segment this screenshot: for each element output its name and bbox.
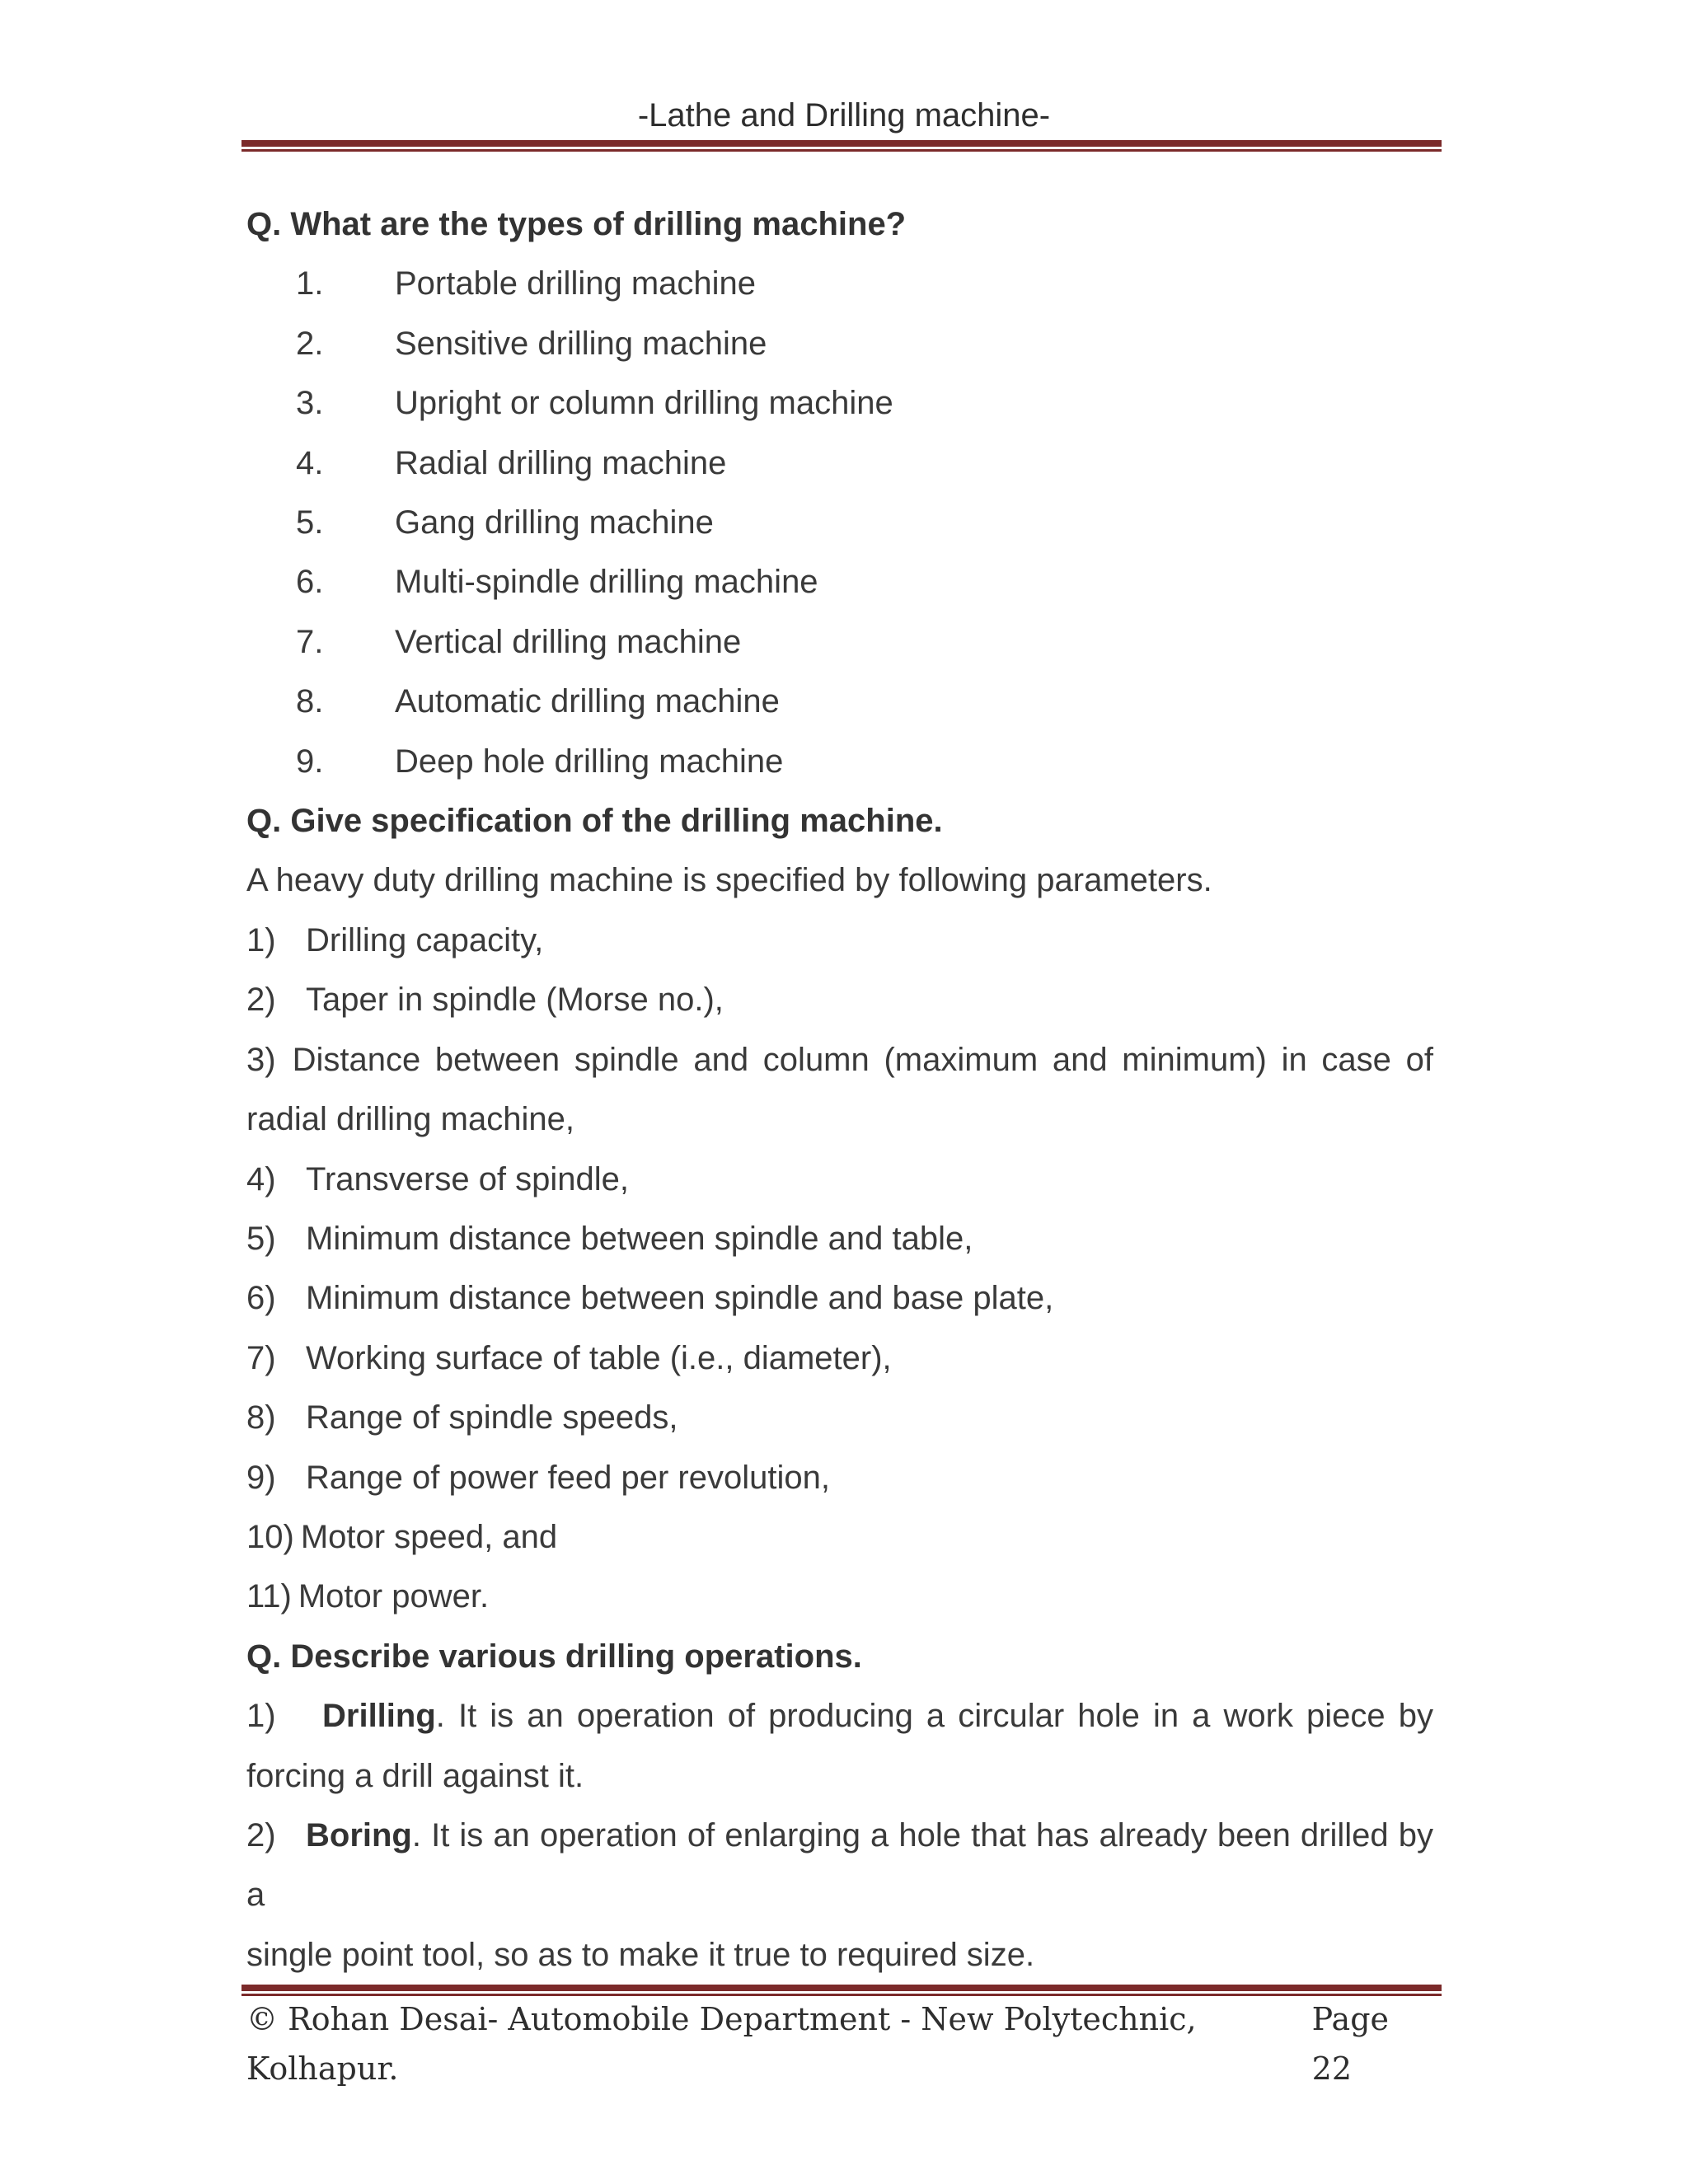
list-item <box>246 1806 1433 1985</box>
page-footer <box>246 1994 1433 2093</box>
list-item-number: 8) <box>246 1399 276 1436</box>
list-item-number: 1. <box>296 265 324 302</box>
list-item-line: single point tool, so as to make it true to required size. <box>246 1936 1035 1973</box>
header-rule-thick <box>241 140 1442 147</box>
list-item <box>246 1448 1433 1507</box>
list-item-number: 2) <box>246 982 276 1019</box>
question-types: Q. What are the types of drilling machine? <box>246 206 907 242</box>
list-item <box>246 1686 1433 1806</box>
list-item-number: 9. <box>296 743 324 780</box>
list-item <box>246 1329 1433 1388</box>
list-item-number: 6) <box>246 1280 276 1317</box>
footer-rule-thick <box>241 1985 1442 1991</box>
list-item <box>246 911 1433 970</box>
list-item-text: Taper in spindle (Morse no.), <box>306 982 724 1019</box>
list-item <box>246 732 1433 791</box>
list-item <box>246 314 1433 373</box>
list-item-text: Gang drilling machine <box>395 504 714 541</box>
list-item-text: Automatic drilling machine <box>395 683 780 720</box>
list-item <box>246 373 1433 433</box>
list-item <box>246 672 1433 731</box>
list-item-text: Transverse of spindle, <box>306 1160 630 1197</box>
footer-credit: © Rohan Desai- Automobile Department - New Polytechnic, Kolhapur. <box>246 2001 1197 2087</box>
list-item <box>246 1268 1433 1328</box>
header-title: -Lathe and Drilling machine- <box>637 97 1051 134</box>
list-item-number: 1) <box>246 1698 276 1735</box>
list-item-text: . It is an operation of enlarging a hole that has already been drilled by a <box>246 1816 1433 1914</box>
list-item-text: Working surface of table (i.e., diameter), <box>306 1339 892 1376</box>
list-item-number: 3) <box>246 1041 276 1078</box>
list-item-text: Distance between spindle and column (maximum and minimum) in case of <box>292 1041 1433 1078</box>
operation-name: Drilling <box>322 1698 436 1735</box>
list-item <box>246 1150 1433 1209</box>
list-item-number: 2) <box>246 1816 276 1854</box>
operations-list <box>246 1686 1433 1985</box>
list-item-text: Range of spindle speeds, <box>306 1399 678 1436</box>
list-item-number: 5) <box>246 1220 276 1257</box>
list-item-text: Multi-spindle drilling machine <box>395 564 818 601</box>
list-item <box>246 1388 1433 1447</box>
list-item <box>246 493 1433 552</box>
list-item-text: Motor speed, and <box>300 1518 558 1555</box>
list-item-text: Radial drilling machine <box>395 444 727 481</box>
header-rule <box>241 140 1442 152</box>
question-operations: Q. Describe various drilling operations. <box>246 1638 862 1675</box>
list-item <box>246 552 1433 612</box>
list-item-line: radial drilling machine, <box>246 1101 574 1138</box>
list-item-text: Sensitive drilling machine <box>395 325 767 362</box>
list-item-text: . It is an operation of producing a circular hole in a work piece by <box>435 1698 1433 1735</box>
list-item-line <box>246 1686 1433 1746</box>
list-item-number: 1) <box>246 921 276 958</box>
list-item-number: 8. <box>296 683 324 720</box>
operation-name: Boring <box>306 1816 412 1854</box>
list-item-number: 11) <box>246 1578 292 1615</box>
list-item-number: 7) <box>246 1339 276 1376</box>
list-item <box>246 970 1433 1029</box>
list-item <box>246 612 1433 672</box>
list-item <box>246 434 1433 493</box>
list-item-text: Minimum distance between spindle and base plate, <box>306 1280 1054 1317</box>
list-item-text: Deep hole drilling machine <box>395 743 784 780</box>
list-item-number: 6. <box>296 564 324 601</box>
list-item-text: Range of power feed per revolution, <box>306 1459 830 1496</box>
list-item-line <box>246 1806 1433 1925</box>
list-item-text: Drilling capacity, <box>306 921 544 958</box>
list-item-number: 5. <box>296 504 324 541</box>
list-item-number: 7. <box>296 623 324 660</box>
list-item <box>246 1567 1433 1626</box>
header-rule-thin <box>241 149 1442 152</box>
list-item <box>246 1030 1433 1150</box>
main-content <box>246 194 1433 1985</box>
list-item-number: 9) <box>246 1459 276 1496</box>
question-specification: Q. Give specification of the drilling machine. <box>246 803 943 840</box>
spec-list <box>246 911 1433 1627</box>
list-item-text: Vertical drilling machine <box>395 623 742 660</box>
list-item-text: Upright or column drilling machine <box>395 385 893 422</box>
list-item-line: forcing a drill against it. <box>246 1757 584 1794</box>
list-item <box>246 1209 1433 1268</box>
page-number: Page 22 <box>1311 2001 1390 2087</box>
list-item-line <box>246 1030 1433 1090</box>
list-item-number: 4) <box>246 1160 276 1197</box>
types-list <box>246 254 1433 791</box>
list-item <box>246 254 1433 313</box>
list-item-number: 4. <box>296 444 324 481</box>
list-item-number: 10) <box>246 1518 294 1555</box>
list-item <box>246 1507 1433 1567</box>
list-item-text: Minimum distance between spindle and table, <box>306 1220 973 1257</box>
list-item-text: Motor power. <box>298 1578 490 1615</box>
list-item-text: Portable drilling machine <box>395 265 757 302</box>
list-item-number: 3. <box>296 385 324 422</box>
list-item-number: 2. <box>296 325 324 362</box>
spec-intro: A heavy duty drilling machine is specified by following parameters. <box>246 862 1212 899</box>
